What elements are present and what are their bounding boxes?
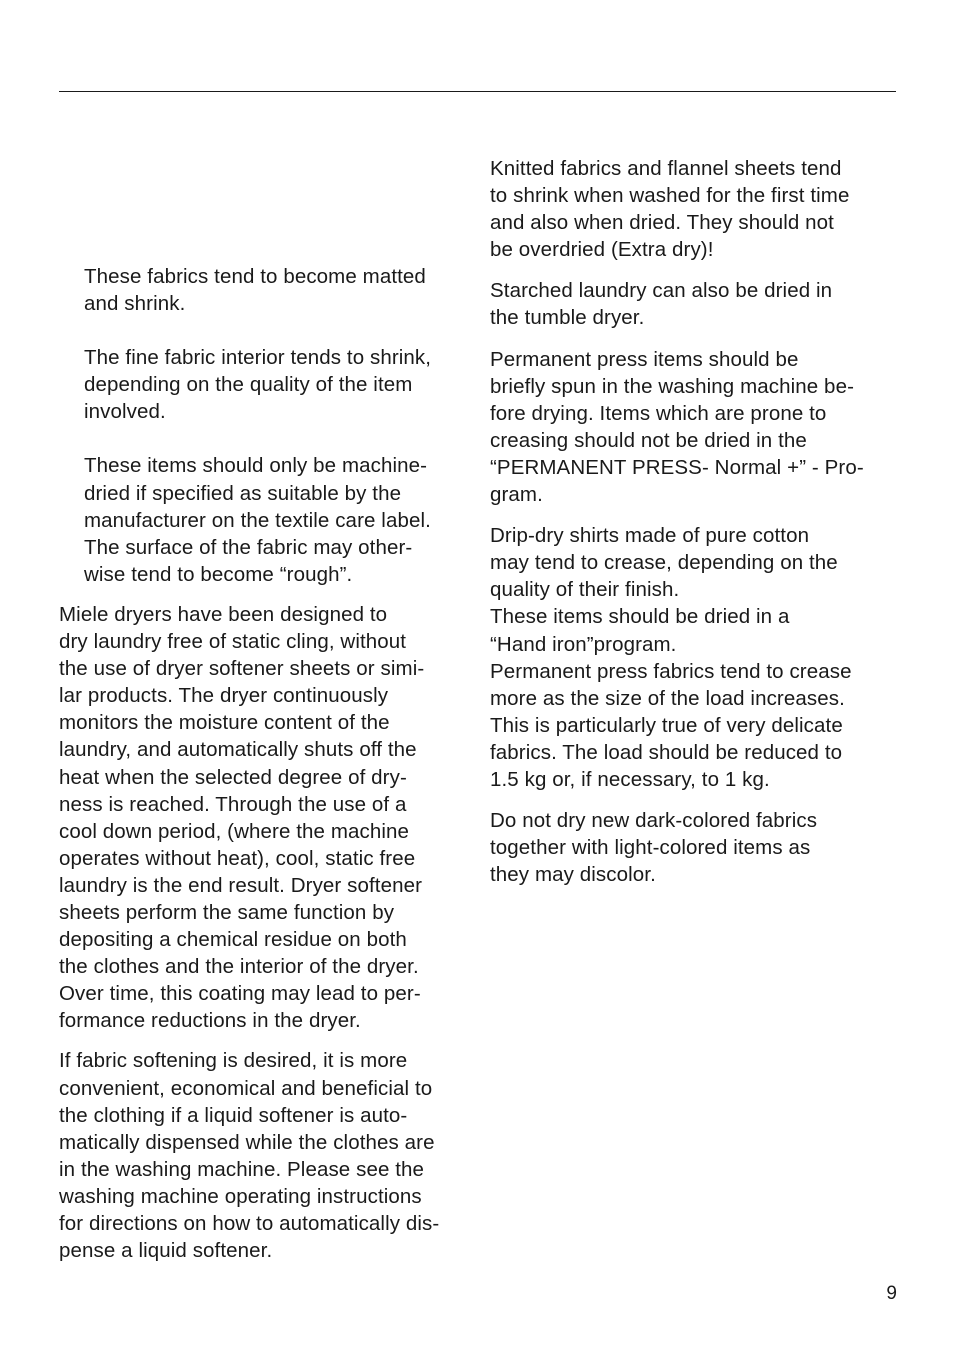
static-cling-paragraph: Miele dryers have been designed to dry laundry free of static cling, without the use of dryer softener sheets or simi- lar products. The dryer continuously monitors the moisture content of the laundry, and automatically shuts off the heat when the selected degree of dry- ness is reached. Through the use of a cool down period, (where the machine operates without heat), cool, static free laundry is the end result. Dryer softener sheets perform the same function by depositing a chemical residue on both the clothes and the interior of the dryer. Over time, this coating may lead to per- formance reductions in the dryer. bbox=[59, 602, 425, 1033]
right-column bbox=[490, 155, 900, 888]
wool-note: These fabrics tend to become matted and shrink. bbox=[84, 265, 426, 316]
knitted-fabrics-paragraph: Knitted fabrics and flannel sheets tend to shrink when washed for the first time and also when dried. They should not be overdried (Extra dry)! bbox=[490, 157, 850, 262]
page-number: 9 bbox=[886, 1283, 897, 1304]
permanent-press-paragraph: Permanent press items should be briefly spun in the washing machine be- fore drying. Items which are prone to creasing should not be dried in the “PERMANENT PRESS- Normal +” - Pro- gram. bbox=[490, 347, 864, 507]
drip-dry-paragraph: Drip-dry shirts made of pure cotton may tend to crease, depending on the quality of their finish. These items should be dried in a “Hand iron”program. Permanent press fabrics tend to crease more as the size of the load increases. This is particularly true of very delicate fabrics. The load should be reduced to 1.5 kg or, if necessary, to 1 kg. bbox=[490, 524, 852, 791]
starched-laundry-paragraph: Starched laundry can also be dried in the tumble dryer. bbox=[490, 279, 833, 330]
down-note: The fine fabric interior tends to shrink, depending on the quality of the item involved. bbox=[84, 346, 432, 424]
pure-linen-note: These items should only be machine- dried if specified as suitable by the manufacturer on the textile care label. The surface of the fabric may other- wise tend to become “rough”. bbox=[84, 454, 431, 586]
header-rule bbox=[59, 91, 896, 92]
left-column bbox=[59, 263, 471, 1264]
fabric-softening-paragraph: If fabric softening is desired, it is more convenient, economical and beneficial to the clothing if a liquid softener is auto- matically dispensed while the clothes are in the washing machine. Please see the washing machine operating instructions for directions on how to automatically dis- pense a liquid softener. bbox=[59, 1049, 440, 1263]
dark-colored-paragraph: Do not dry new dark-colored fabrics together with light-colored items as they may discolor. bbox=[490, 809, 818, 887]
